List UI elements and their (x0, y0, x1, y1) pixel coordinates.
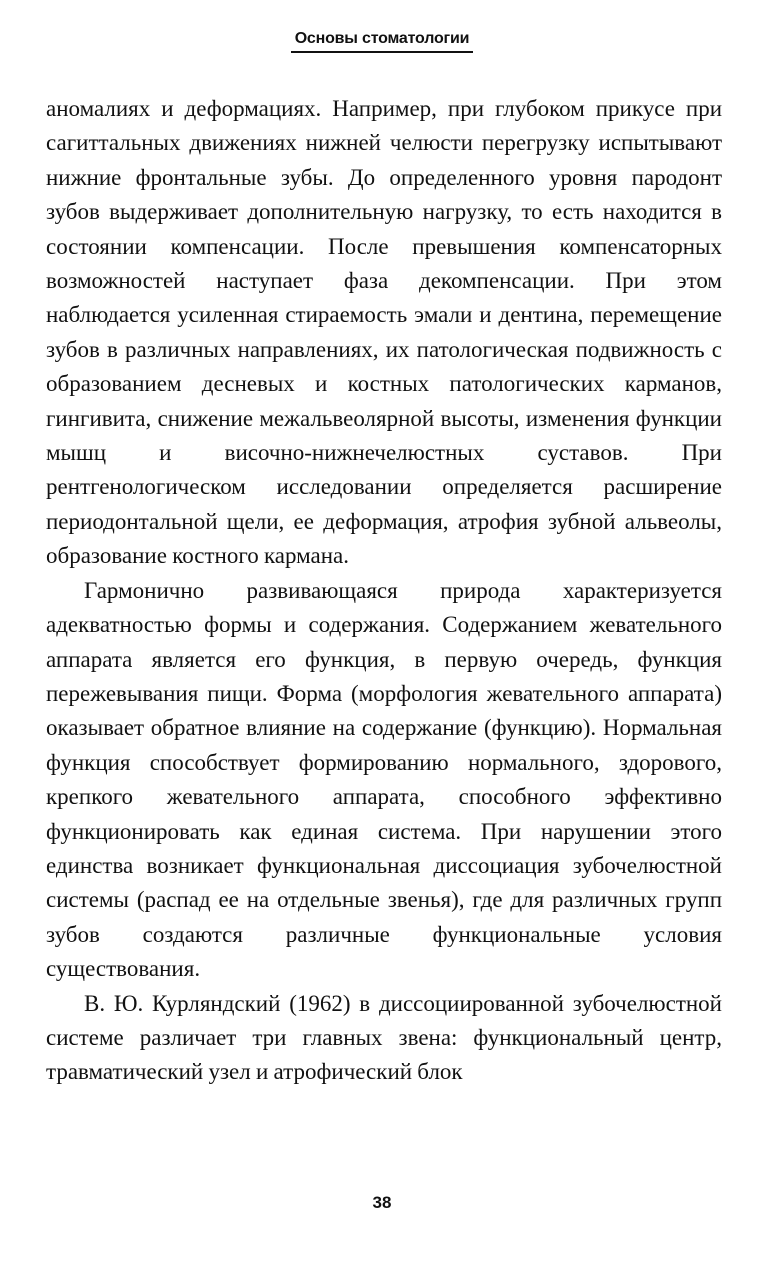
paragraph-continuation: аномалиях и деформациях. Например, при глубоком прикусе при сагиттальных движениях нижней челюсти перегрузку испытывают нижние фронтальные зубы. До определенного уровня пародонт зубов выдерживает дополнительную нагрузку, то есть находится в состоянии компенсации. После превышения компенсаторных возможностей наступает фаза декомпенсации. При этом наблюдается усиленная стираемость эмали и дентина, перемещение зубов в различных направлениях, их патологическая подвижность с образованием десневых и костных патологических карманов, гингивита, снижение межальвеолярной высоты, изменения функции мышц и височно-нижнечелюстных суставов. При рентгенологическом исследовании определяется расширение периодонтальной щели, ее деформация, атрофия зубной альвеолы, образование костного кармана. (46, 96, 722, 569)
running-header (0, 30, 764, 53)
running-header-title: Основы стоматологии (291, 30, 474, 53)
paragraph-kurlyandsky: В. Ю. Курляндский (1962) в диссоциированной зубочелюстной системе различает три главных звена: функциональный центр, травматический узел и атрофический блок (46, 990, 722, 1085)
page-body (46, 92, 722, 1090)
page-number: 38 (372, 1193, 392, 1212)
paragraph-harmony: Гармонично развивающаяся природа характеризуется адекватностью формы и содержания. Содержанием жевательного аппарата является его функция, в первую очередь, функция пережевывания пищи. Форма (морфология жевательного аппарата) оказывает обратное влияние на содержание (функцию). Нормальная функция способствует формированию нормального, здорового, крепкого жевательного аппарата, способного эффективно функционировать как единая система. При нарушении этого единства возникает функциональная диссоциация зубочелюстной системы (распад ее на отдельные звенья), где для различных групп зубов создаются различные функциональные условия существования. (46, 577, 722, 982)
